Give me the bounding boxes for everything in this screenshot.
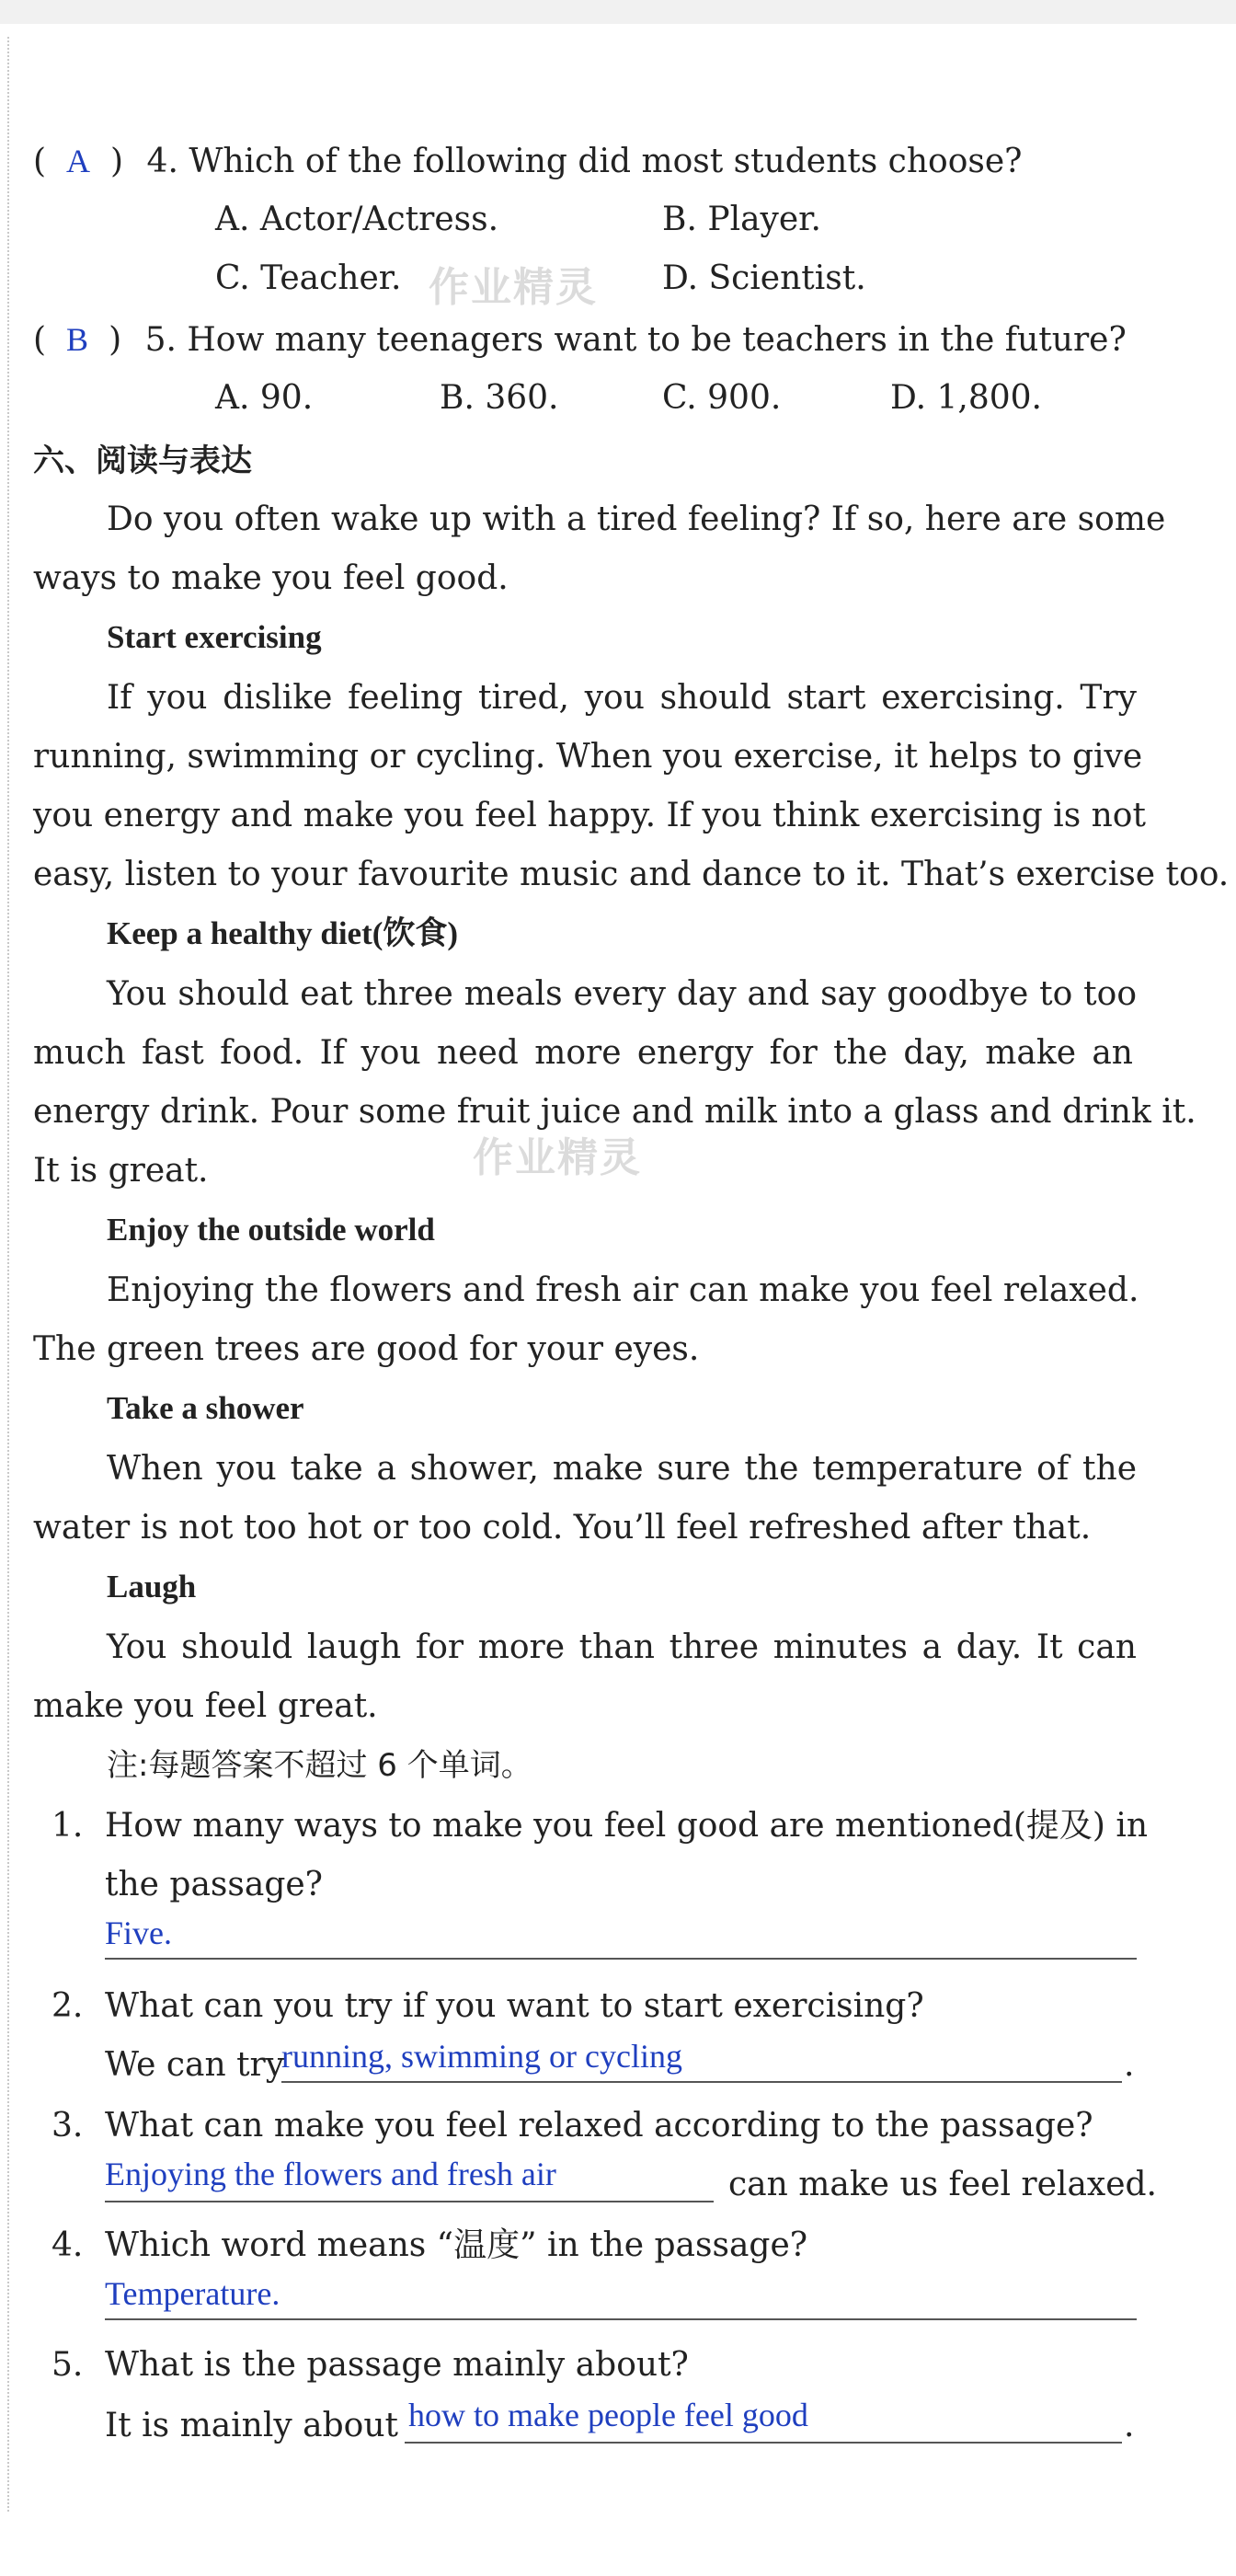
- heading-healthy-diet: Keep a healthy diet(饮食): [107, 915, 459, 951]
- option-4a: A. Actor/Actress.: [215, 201, 499, 238]
- watermark-logo-2: 作业精灵: [473, 1134, 642, 1181]
- q1-answer-line: [105, 1958, 1137, 1960]
- shower-line-1: When you take a shower, make sure the temperature of the: [107, 1450, 1137, 1488]
- exercise-line-3: you energy and make you feel happy. If you think exercising is not: [33, 797, 1146, 834]
- option-5c: C. 900.: [662, 379, 782, 417]
- option-4d: D. Scientist.: [662, 259, 866, 297]
- q3-suffix: can make us feel relaxed.: [728, 2166, 1157, 2203]
- q4-answer[interactable]: Temperature.: [105, 2275, 280, 2312]
- option-5a: A. 90.: [215, 379, 314, 417]
- question-4-text: Which of the following did most students choose?: [189, 143, 1023, 180]
- laugh-line-2: make you feel great.: [33, 1687, 378, 1725]
- laugh-line-1: You should laugh for more than three minutes a day. It can: [107, 1628, 1137, 1666]
- diet-line-4: It is great.: [33, 1152, 209, 1190]
- q4-number: 4.: [52, 2226, 84, 2264]
- q4-text: Which word means “温度” in the passage?: [105, 2226, 808, 2264]
- q2-suffix: .: [1124, 2046, 1135, 2084]
- watermark-logo-1: 作业精灵: [429, 264, 598, 311]
- answer-note: 注:每题答案不超过 6 个单词。: [107, 1747, 532, 1784]
- top-bar: [0, 0, 1236, 24]
- answer-4-top: A: [66, 143, 91, 179]
- outside-line-2: The green trees are good for your eyes.: [33, 1330, 700, 1368]
- q5-answer-line: [405, 2442, 1122, 2444]
- q1-text-line-2: the passage?: [105, 1866, 323, 1903]
- heading-outside-world: Enjoy the outside world: [107, 1212, 435, 1248]
- q5-number: 5.: [52, 2346, 84, 2384]
- shower-line-2: water is not too hot or too cold. You’ll feel refreshed after that.: [33, 1509, 1092, 1547]
- q3-text: What can make you feel relaxed according to the passage?: [105, 2107, 1093, 2145]
- option-4c: C. Teacher.: [215, 259, 402, 297]
- q2-text: What can you try if you want to start exercising?: [105, 1987, 924, 2025]
- option-4b: B. Player.: [662, 201, 821, 238]
- option-5b: B. 360.: [440, 379, 559, 417]
- q2-answer[interactable]: running, swimming or cycling: [281, 2038, 682, 2075]
- exercise-line-4: easy, listen to your favourite music and dance to it. That’s exercise too.: [33, 856, 1230, 893]
- question-4-top: ( A ) 4. Which of the following did most students choose?: [33, 143, 1023, 180]
- q3-answer[interactable]: Enjoying the flowers and fresh air: [105, 2156, 556, 2192]
- question-5-text: How many teenagers want to be teachers in the future?: [187, 321, 1127, 359]
- heading-shower: Take a shower: [107, 1390, 304, 1426]
- passage-intro-line-1: Do you often wake up with a tired feeling? If so, here are some: [107, 500, 1166, 538]
- passage-intro-line-2: ways to make you feel good.: [33, 559, 509, 597]
- heading-start-exercising: Start exercising: [107, 619, 322, 655]
- q5-answer[interactable]: how to make people feel good: [408, 2397, 808, 2433]
- q5-text: What is the passage mainly about?: [105, 2346, 689, 2384]
- diet-line-3: energy drink. Pour some fruit juice and milk into a glass and drink it.: [33, 1093, 1196, 1131]
- q1-answer[interactable]: Five.: [105, 1915, 173, 1951]
- section-title: 六、阅读与表达: [33, 443, 252, 479]
- heading-laugh: Laugh: [107, 1569, 197, 1604]
- q2-number: 2.: [52, 1987, 84, 2025]
- q1-number: 1.: [52, 1807, 84, 1845]
- q5-suffix: .: [1124, 2407, 1135, 2444]
- diet-line-1: You should eat three meals every day and say goodbye to too: [107, 975, 1137, 1013]
- answer-5-top: B: [66, 321, 89, 358]
- question-5-top: ( B ) 5. How many teenagers want to be teachers in the future?: [33, 321, 1127, 359]
- diet-line-2: much fast food. If you need more energy for the day, make an: [33, 1034, 1133, 1072]
- q2-prefix: We can try: [105, 2046, 285, 2084]
- q3-number: 3.: [52, 2107, 84, 2145]
- q4-answer-line: [105, 2318, 1137, 2320]
- exercise-line-1: If you dislike feeling tired, you should start exercising. Try: [107, 679, 1137, 717]
- q2-answer-line: [281, 2081, 1122, 2083]
- q1-text-line-1: How many ways to make you feel good are mentioned(提及) in: [105, 1807, 1149, 1845]
- binding-margin-line: [7, 37, 9, 2512]
- q5-prefix: It is mainly about: [105, 2407, 398, 2444]
- exercise-line-2: running, swimming or cycling. When you exercise, it helps to give: [33, 738, 1143, 776]
- q3-answer-line: [105, 2201, 714, 2202]
- option-5d: D. 1,800.: [890, 379, 1042, 417]
- outside-line-1: Enjoying the flowers and fresh air can make you feel relaxed.: [107, 1271, 1139, 1309]
